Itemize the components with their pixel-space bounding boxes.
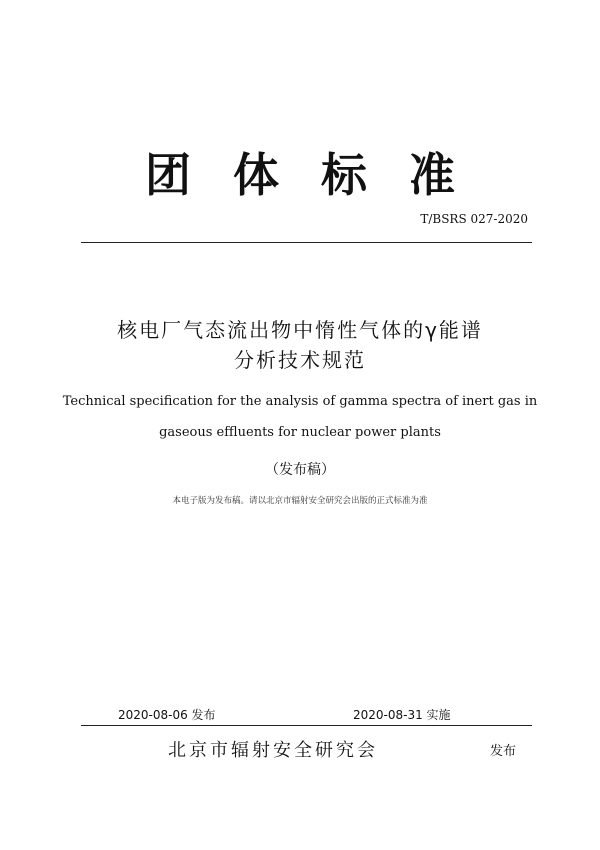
title-chinese-line-2: 分析技术规范 [234,348,366,372]
title-english-line-2: gaseous effluents for nuclear power plants [159,425,441,440]
publish-suffix: 发布 [490,744,517,759]
bottom-divider [81,725,532,726]
standard-type-title: 团体标准 [145,148,497,202]
publish-date: 2020-08-06 发布 [118,708,216,722]
title-english-line-1: Technical specification for the analysis of gamma spectra of inert gas in [62,394,538,409]
title-chinese-line-1: 核电厂气态流出物中惰性气体的γ能谱 [117,318,483,342]
draft-notice: 本电子版为发布稿。请以北京市辐射安全研究会出版的正式标准为准 [172,496,428,506]
publishing-organization: 北京市辐射安全研究会 [168,740,378,761]
draft-label: （发布稿） [265,462,335,478]
implement-date: 2020-08-31 实施 [353,708,451,722]
top-divider [81,242,532,243]
standard-code: T/BSRS 027-2020 [420,212,528,226]
